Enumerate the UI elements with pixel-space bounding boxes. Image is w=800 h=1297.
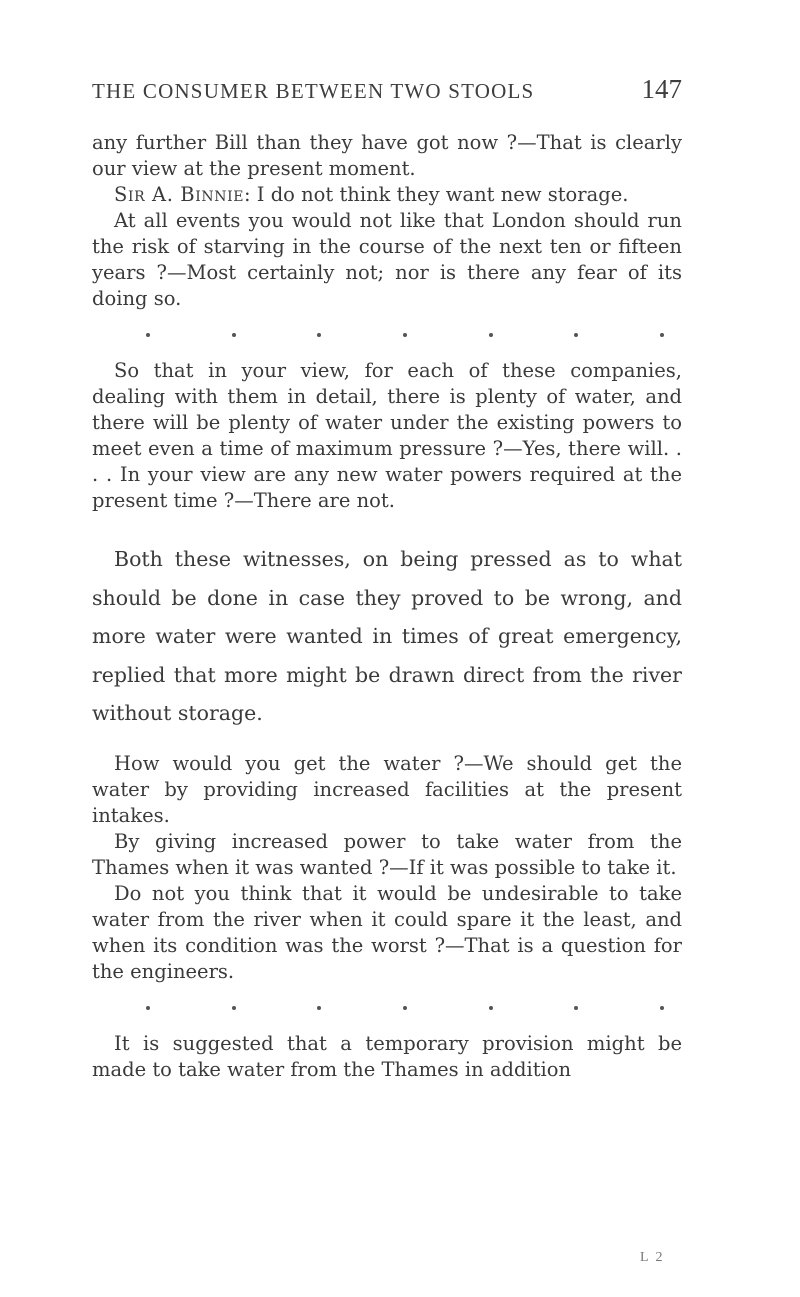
spacer [92,345,682,358]
dot [489,333,493,337]
ellipsis-dots-2 [92,998,682,1018]
spacer [92,985,682,998]
dot [574,1006,578,1010]
paragraph-4: So that in your view, for each of these companies, dealing with them in detail, there is plenty of water, and there will be plenty of water under the existing powers to meet even a time of maximum pressure ?—Yes, there will. . . . In your view are any new water powers required at the present time ?—There are not. [92,359,682,512]
dot [232,333,236,337]
paragraph-3: At all events you would not like that London should run the risk of starving in the course of the next ten or fifteen years ?—Most certainly not; nor is there any fear of its doing so. [92,209,682,310]
spacer [92,514,682,540]
paragraph-1: any further Bill than they have got now ?—That is clearly our view at the present moment. [92,131,682,180]
paragraph-9: It is suggested that a temporary provision might be made to take water from the Thames in addition [92,1031,682,1081]
spacer [92,1018,682,1031]
dot [660,1006,664,1010]
dot [317,1006,321,1010]
spacer [92,733,682,751]
dot [232,1006,236,1010]
running-title: THE CONSUMER BETWEEN TWO STOOLS [92,79,535,103]
dot [317,333,321,337]
speaker-name: Sir A. Binnie [114,183,245,206]
paragraph-8: Do not you think that it would be undesirable to take water from the river when it could spare it the least, and when its condition was the worst ?—That is a question for the engineers. [92,881,682,983]
paragraph-6: How would you get the water ?—We should get the water by providing increased facilities at the present intakes. [92,751,682,827]
speaker-text: : I do not think they want new storage. [244,183,629,206]
dot [146,1006,150,1010]
paragraph-7: By giving increased power to take water from the Thames when it was wanted ?—If it was possible to take it. [92,829,682,879]
signature-mark: L 2 [640,1250,665,1265]
paragraph-5-summary: Both these witnesses, on being pressed as to what should be done in case they proved to be wrong, and more water were wanted in times of great emergency, replied that more might be drawn direct from the river without storage. [92,547,682,725]
dot [146,333,150,337]
spacer [92,312,682,325]
running-head [92,74,682,114]
dot [403,1006,407,1010]
page-number: 147 [641,74,682,104]
dot [489,1006,493,1010]
body-text [92,130,682,1083]
dot [660,333,664,337]
dot [403,333,407,337]
ellipsis-dots-1 [92,325,682,345]
paragraph-2 [92,182,682,208]
dot [574,333,578,337]
